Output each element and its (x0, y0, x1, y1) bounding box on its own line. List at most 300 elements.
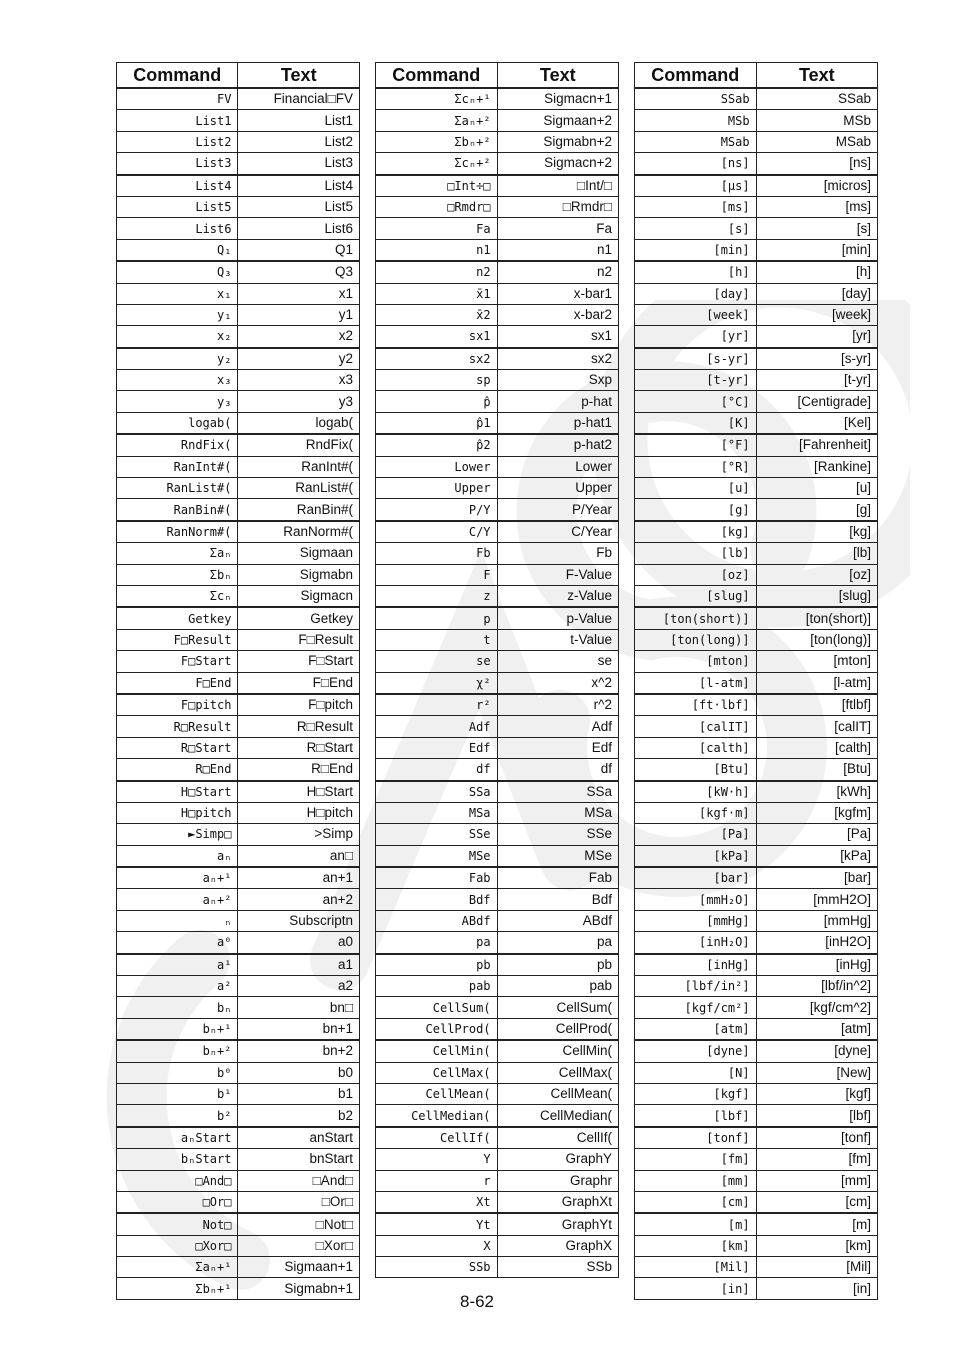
command-cell: Σcₙ+¹ (376, 88, 498, 110)
table-row (635, 1062, 878, 1083)
text-cell: GraphY (497, 1149, 618, 1170)
text-cell: [kPa] (756, 845, 877, 867)
command-cell: List3 (117, 153, 238, 175)
table-row (376, 651, 619, 672)
command-cell: Edf (376, 737, 498, 758)
table-row (117, 521, 360, 543)
command-cell: sx2 (376, 348, 498, 370)
text-cell: F-Value (497, 564, 618, 585)
command-cell: aₙ+² (117, 889, 238, 910)
command-cell: [Btu] (635, 759, 757, 781)
table-row (376, 434, 619, 456)
text-cell: List1 (238, 110, 360, 131)
command-cell: [mton] (635, 651, 757, 672)
table-row (635, 954, 878, 976)
table-row (376, 1213, 619, 1235)
text-cell: [lbf/in^2] (756, 976, 877, 997)
command-cell: Σcₙ (117, 585, 238, 607)
command-cell: b⁰ (117, 1062, 238, 1083)
command-cell: CellMedian( (376, 1105, 498, 1127)
command-cell: sx1 (376, 326, 498, 348)
text-cell: Fa (497, 218, 618, 239)
table-row (117, 607, 360, 629)
command-cell: [mmHg] (635, 910, 757, 931)
text-cell: [lb] (756, 543, 877, 564)
command-cell: RndFix( (117, 434, 238, 456)
command-cell: Fab (376, 867, 498, 889)
text-cell: b1 (238, 1083, 360, 1104)
text-cell: bn□ (238, 997, 360, 1018)
text-cell: >Simp (238, 824, 360, 845)
table-row (117, 694, 360, 716)
command-cell: [u] (635, 478, 757, 499)
command-cell: F (376, 564, 498, 585)
table-row (376, 521, 619, 543)
command-cell: [Mil] (635, 1257, 757, 1278)
table-row (376, 131, 619, 152)
table-row (117, 1105, 360, 1127)
command-cell: RanInt#( (117, 456, 238, 477)
text-cell: MSab (756, 131, 877, 152)
command-cell: Y (376, 1149, 498, 1170)
command-cell: b¹ (117, 1083, 238, 1104)
text-cell: [Pa] (756, 824, 877, 845)
command-cell: pab (376, 976, 498, 997)
command-cell: x̄1 (376, 283, 498, 304)
table-row (376, 110, 619, 131)
table-row (376, 283, 619, 304)
command-cell: [kgf] (635, 1083, 757, 1104)
text-cell: [day] (756, 283, 877, 304)
text-cell: [ftlbf] (756, 694, 877, 716)
table-row (117, 434, 360, 456)
text-cell: CellMean( (497, 1083, 618, 1104)
command-cell: [g] (635, 499, 757, 521)
text-cell: t-Value (497, 629, 618, 650)
command-cell: RanBin#( (117, 499, 238, 521)
command-cell: sp (376, 370, 498, 391)
text-cell: Sigmacn (238, 585, 360, 607)
table-row (117, 781, 360, 803)
command-cell: pb (376, 954, 498, 976)
table-row (117, 997, 360, 1018)
command-cell: [s-yr] (635, 348, 757, 370)
table-row (635, 802, 878, 823)
table-row (635, 997, 878, 1018)
text-cell: pb (497, 954, 618, 976)
text-header: Text (497, 63, 618, 89)
command-cell: RanList#( (117, 478, 238, 499)
table-row (635, 348, 878, 370)
table-row (117, 196, 360, 217)
table-row (635, 110, 878, 131)
text-cell: pa (497, 932, 618, 954)
command-cell: C/Y (376, 521, 498, 543)
command-cell: p̂2 (376, 434, 498, 456)
text-cell: [ton(short)] (756, 607, 877, 629)
text-cell: [s-yr] (756, 348, 877, 370)
command-cell: MSb (635, 110, 757, 131)
table-row (635, 153, 878, 175)
text-cell: p-hat1 (497, 412, 618, 434)
table-row (635, 759, 878, 781)
table-row (635, 370, 878, 391)
command-cell: [s] (635, 218, 757, 239)
table-row (635, 867, 878, 889)
text-cell: r^2 (497, 694, 618, 716)
command-cell: [slug] (635, 585, 757, 607)
command-cell: □Rmdr□ (376, 196, 498, 217)
text-cell: a1 (238, 954, 360, 976)
text-cell: se (497, 651, 618, 672)
command-cell: SSab (635, 88, 757, 110)
table-row (117, 218, 360, 239)
table-row (635, 196, 878, 217)
text-cell: Financial□FV (238, 88, 360, 110)
command-cell: x̄2 (376, 304, 498, 325)
text-cell: x2 (238, 326, 360, 348)
text-cell: [cm] (756, 1191, 877, 1213)
table-row (376, 543, 619, 564)
text-cell: [kgf/cm^2] (756, 997, 877, 1018)
text-cell: y1 (238, 304, 360, 325)
table-row (117, 543, 360, 564)
table-row (635, 672, 878, 694)
text-cell: Sigmaan+1 (238, 1257, 360, 1278)
table-row (376, 1083, 619, 1104)
command-cell: x₁ (117, 283, 238, 304)
text-cell: [ns] (756, 153, 877, 175)
command-cell: CellSum( (376, 997, 498, 1018)
text-cell: [kWh] (756, 781, 877, 803)
text-cell: CellIf( (497, 1127, 618, 1149)
command-cell: [calIT] (635, 716, 757, 737)
table-row (117, 564, 360, 585)
table-row (376, 997, 619, 1018)
table-row (117, 239, 360, 261)
command-cell: [t-yr] (635, 370, 757, 391)
table-row (117, 1170, 360, 1191)
command-cell: Σcₙ+² (376, 153, 498, 175)
command-cell: x₂ (117, 326, 238, 348)
table-row (635, 845, 878, 867)
command-cell: CellIf( (376, 1127, 498, 1149)
table-row (635, 478, 878, 499)
command-cell: F□Result (117, 629, 238, 650)
text-cell: df (497, 759, 618, 781)
table-row (117, 672, 360, 694)
text-cell: CellMin( (497, 1040, 618, 1062)
text-cell: [kgf] (756, 1083, 877, 1104)
text-cell: [yr] (756, 326, 877, 348)
table-row (376, 845, 619, 867)
command-cell: [kgf/cm²] (635, 997, 757, 1018)
table-row (117, 1127, 360, 1149)
command-cell: Getkey (117, 607, 238, 629)
table-row (376, 867, 619, 889)
text-cell: [m] (756, 1213, 877, 1235)
text-cell: x^2 (497, 672, 618, 694)
table-row (117, 1062, 360, 1083)
table-row (635, 239, 878, 261)
text-cell: Sigmabn+1 (238, 1278, 360, 1299)
command-cell: Σaₙ+² (376, 110, 498, 131)
table-row (376, 889, 619, 910)
command-cell: H□pitch (117, 802, 238, 823)
text-cell: Sigmacn+2 (497, 153, 618, 175)
command-cell: [calth] (635, 737, 757, 758)
command-cell: p̂1 (376, 412, 498, 434)
table-row (635, 543, 878, 564)
command-cell: p (376, 607, 498, 629)
command-cell: [cm] (635, 1191, 757, 1213)
command-cell: List5 (117, 196, 238, 217)
table-row (117, 976, 360, 997)
command-cell: [Pa] (635, 824, 757, 845)
text-cell: b2 (238, 1105, 360, 1127)
text-cell: [l-atm] (756, 672, 877, 694)
table-row (117, 867, 360, 889)
text-cell: x-bar1 (497, 283, 618, 304)
text-cell: [mm] (756, 1170, 877, 1191)
table-row (117, 585, 360, 607)
table-row (376, 326, 619, 348)
table-row (376, 175, 619, 197)
table-row (376, 954, 619, 976)
text-cell: [u] (756, 478, 877, 499)
text-cell: [inHg] (756, 954, 877, 976)
table-row (117, 1083, 360, 1104)
text-cell: [mmHg] (756, 910, 877, 931)
table-row (117, 651, 360, 672)
text-cell: H□Start (238, 781, 360, 803)
command-cell: df (376, 759, 498, 781)
table-row (635, 1149, 878, 1170)
text-cell: List2 (238, 131, 360, 152)
text-cell: y3 (238, 391, 360, 412)
command-cell: SSe (376, 824, 498, 845)
command-cell: [week] (635, 304, 757, 325)
command-cell: [oz] (635, 564, 757, 585)
table-row (376, 88, 619, 110)
command-cell: ABdf (376, 910, 498, 931)
text-cell: p-Value (497, 607, 618, 629)
table-row (117, 1018, 360, 1040)
table-row (376, 348, 619, 370)
command-cell: Lower (376, 456, 498, 477)
command-cell: Fa (376, 218, 498, 239)
command-cell: Q₃ (117, 261, 238, 283)
table-row (376, 478, 619, 499)
text-cell: p-hat2 (497, 434, 618, 456)
text-cell: [mton] (756, 651, 877, 672)
table-row (635, 1257, 878, 1278)
table-row (117, 348, 360, 370)
table-row (635, 283, 878, 304)
text-cell: logab( (238, 412, 360, 434)
text-cell: [kg] (756, 521, 877, 543)
table-row (117, 1213, 360, 1235)
command-cell: p̂ (376, 391, 498, 412)
table-row (117, 1040, 360, 1062)
command-cell: Bdf (376, 889, 498, 910)
text-cell: CellMax( (497, 1062, 618, 1083)
command-cell: Σbₙ (117, 564, 238, 585)
text-cell: [slug] (756, 585, 877, 607)
text-cell: [g] (756, 499, 877, 521)
command-cell: n1 (376, 239, 498, 261)
command-cell: X (376, 1235, 498, 1256)
text-cell: Sigmacn+1 (497, 88, 618, 110)
text-cell: [dyne] (756, 1040, 877, 1062)
table-row (635, 781, 878, 803)
command-cell: a² (117, 976, 238, 997)
command-cell: Σbₙ+² (376, 131, 498, 152)
command-cell: se (376, 651, 498, 672)
text-cell: [km] (756, 1235, 877, 1256)
command-cell: [ton(long)] (635, 629, 757, 650)
text-cell: [oz] (756, 564, 877, 585)
command-cell: t (376, 629, 498, 650)
text-cell: x1 (238, 283, 360, 304)
table-row (117, 326, 360, 348)
command-cell: pa (376, 932, 498, 954)
text-cell: Fab (497, 867, 618, 889)
text-cell: Subscriptn (238, 910, 360, 931)
table-row (376, 218, 619, 239)
text-header: Text (756, 63, 877, 89)
text-cell: [tonf] (756, 1127, 877, 1149)
table-row (376, 672, 619, 694)
table-row (635, 434, 878, 456)
text-cell: bnStart (238, 1149, 360, 1170)
table-row (635, 910, 878, 931)
table-row (635, 131, 878, 152)
command-cell: [kgf·m] (635, 802, 757, 823)
text-cell: F□Result (238, 629, 360, 650)
text-cell: MSa (497, 802, 618, 823)
command-table-2 (375, 62, 619, 1278)
text-cell: Graphr (497, 1170, 618, 1191)
command-cell: □And□ (117, 1170, 238, 1191)
table-row (376, 370, 619, 391)
table-row (117, 391, 360, 412)
text-cell: SSa (497, 781, 618, 803)
text-cell: List6 (238, 218, 360, 239)
command-cell: logab( (117, 412, 238, 434)
text-cell: x-bar2 (497, 304, 618, 325)
table-row (376, 976, 619, 997)
command-cell: MSab (635, 131, 757, 152)
table-row (117, 1191, 360, 1213)
command-cell: Upper (376, 478, 498, 499)
table-row (117, 153, 360, 175)
text-cell: x3 (238, 370, 360, 391)
command-cell: [mm] (635, 1170, 757, 1191)
table-row (635, 737, 878, 758)
table-row (376, 1018, 619, 1040)
text-cell: n1 (497, 239, 618, 261)
text-cell: SSb (497, 1257, 618, 1278)
table-row (376, 694, 619, 716)
table-row (376, 1062, 619, 1083)
table-row (635, 932, 878, 954)
command-cell: [N] (635, 1062, 757, 1083)
text-cell: Sigmaan+2 (497, 110, 618, 131)
text-cell: Getkey (238, 607, 360, 629)
command-cell: P/Y (376, 499, 498, 521)
table-row (117, 499, 360, 521)
command-cell: [min] (635, 239, 757, 261)
page-number: 8-62 (459, 1292, 495, 1311)
text-cell: [Kel] (756, 412, 877, 434)
command-cell: Adf (376, 716, 498, 737)
text-cell: GraphYt (497, 1213, 618, 1235)
command-cell: z (376, 585, 498, 607)
table-row (376, 564, 619, 585)
text-cell: Upper (497, 478, 618, 499)
command-cell: [dyne] (635, 1040, 757, 1062)
table-row (376, 910, 619, 931)
command-cell: [°F] (635, 434, 757, 456)
text-cell: List3 (238, 153, 360, 175)
command-table-3 (634, 62, 878, 1300)
text-cell: Adf (497, 716, 618, 737)
command-cell: r² (376, 694, 498, 716)
command-cell: [day] (635, 283, 757, 304)
command-cell: [μs] (635, 175, 757, 197)
table-row (635, 607, 878, 629)
text-cell: [Rankine] (756, 456, 877, 477)
table-row (117, 1235, 360, 1256)
table-row (635, 585, 878, 607)
command-cell: [l-atm] (635, 672, 757, 694)
text-cell: R□Start (238, 737, 360, 758)
table-row (376, 585, 619, 607)
text-cell: List5 (238, 196, 360, 217)
text-cell: RanInt#( (238, 456, 360, 477)
table-row (635, 261, 878, 283)
table-row (635, 1191, 878, 1213)
command-cell: [K] (635, 412, 757, 434)
table-row (117, 131, 360, 152)
text-cell: [bar] (756, 867, 877, 889)
table-row (117, 412, 360, 434)
command-cell: [°C] (635, 391, 757, 412)
table-row (117, 1257, 360, 1278)
text-cell: [micros] (756, 175, 877, 197)
table-row (376, 1191, 619, 1213)
text-cell: R□Result (238, 716, 360, 737)
command-cell: Not□ (117, 1213, 238, 1235)
command-cell: aₙStart (117, 1127, 238, 1149)
command-cell: y₃ (117, 391, 238, 412)
table-row (635, 1170, 878, 1191)
command-cell: R□Start (117, 737, 238, 758)
command-cell: Σaₙ+¹ (117, 1257, 238, 1278)
text-cell: [Btu] (756, 759, 877, 781)
table-row (117, 88, 360, 110)
table-row (117, 261, 360, 283)
text-cell: RanBin#( (238, 499, 360, 521)
text-cell: Edf (497, 737, 618, 758)
text-cell: □Int/□ (497, 175, 618, 197)
table-row (117, 478, 360, 499)
command-cell: Σbₙ+¹ (117, 1278, 238, 1299)
table-row (376, 153, 619, 175)
command-cell: [tonf] (635, 1127, 757, 1149)
text-cell: CellSum( (497, 997, 618, 1018)
